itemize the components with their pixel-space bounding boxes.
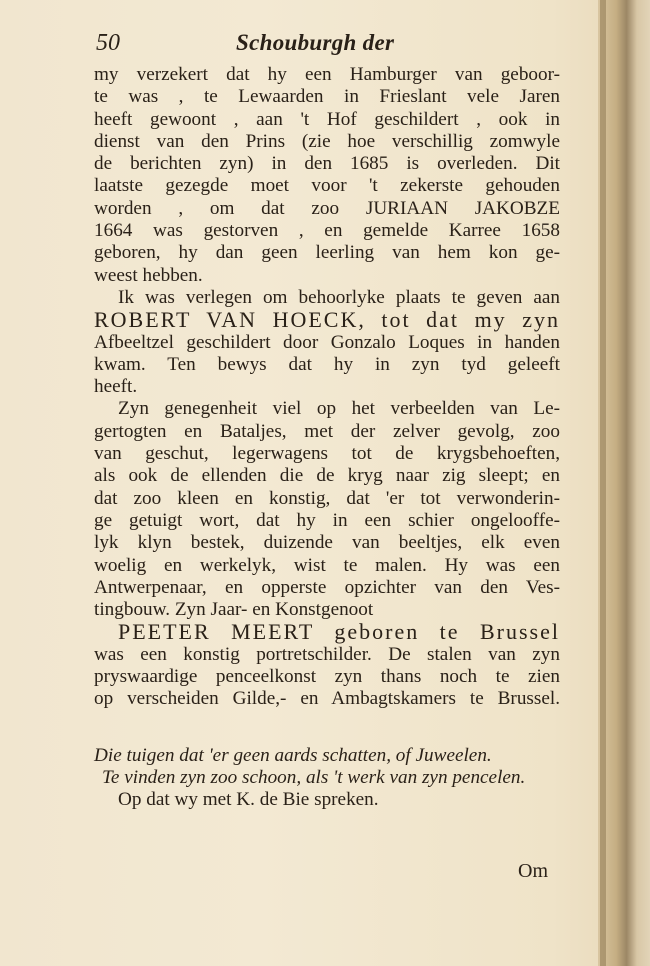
text-line: geboren, hy dan geen leerling van hem kon ge- xyxy=(94,242,560,264)
page-header xyxy=(96,30,556,58)
text-line: lyk klyn bestek, duizende van beeltjes, elk even xyxy=(94,532,560,554)
text-line: my verzekert dat hy een Hamburger van geboor- xyxy=(94,64,560,85)
poem-line: Die tuigen dat 'er geen aards schatten, of Juweelen. xyxy=(94,744,492,766)
text-line: tingbouw. Zyn Jaar- en Konstgenoot xyxy=(94,599,374,621)
page-number: 50 xyxy=(96,30,120,56)
text-line: Ik was verlegen om behoorlyke plaats te geven aan xyxy=(118,286,560,308)
text-line: worden , om dat zoo JURIAAN JAKOBZE xyxy=(94,197,560,219)
text-line: Afbeeltzel geschildert door Gonzalo Loques in handen xyxy=(94,331,560,353)
text-line: als ook de ellenden die de kryg naar zig sleept; en xyxy=(94,465,560,487)
body-text xyxy=(94,64,560,812)
text-line: gertogten en Bataljes, met der zelver gevolg, zoo xyxy=(94,420,560,442)
catchword: Om xyxy=(518,860,548,882)
text-line: te was , te Lewaarden in Frieslant vele Jaren xyxy=(94,86,560,108)
text-line: heeft. xyxy=(94,376,138,398)
closing-line: Op dat wy met K. de Bie spreken. xyxy=(118,789,379,811)
text-line: heeft gewoont , aan 't Hof geschildert , ook in xyxy=(94,108,560,130)
text-line: van geschut, legerwagens tot de krygsbehoeften, xyxy=(94,443,560,465)
text-line: dienst van den Prins (zie hoe verschillig zomwyle xyxy=(94,130,560,152)
text-line: woelig en werkelyk, wist te malen. Hy was een xyxy=(94,554,560,576)
text-line: pryswaardige penceelkonst zyn thans noch te zien xyxy=(94,666,560,688)
text-line: op verscheiden Gilde,- en Ambagtskamers te Brussel. xyxy=(94,688,560,710)
text-line: 1664 was gestorven , en gemelde Karree 1658 xyxy=(94,220,560,242)
text-line: ROBERT VAN HOECK, tot dat my zyn xyxy=(94,307,560,333)
text-line: kwam. Ten bewys dat hy in zyn tyd geleeft xyxy=(94,353,560,375)
text-line: weest hebben. xyxy=(94,264,203,286)
text-line: ge getuigt wort, dat hy in een schier ongelooffe- xyxy=(94,509,560,531)
poem-line: Te vinden zyn zoo schoon, als 't werk van zyn pencelen. xyxy=(102,766,526,788)
text-line: laatste gezegde moet voor 't zekerste gehouden xyxy=(94,175,560,197)
text-line: Zyn genegenheit viel op het verbeelden van Le- xyxy=(118,398,560,420)
section-gap xyxy=(94,711,560,745)
text-line: dat zoo kleen en konstig, dat 'er tot verwonderin- xyxy=(94,487,560,509)
running-title: Schouburgh der xyxy=(236,30,395,55)
text-line: was een konstig portretschilder. De stalen van zyn xyxy=(94,643,560,665)
binding-edge xyxy=(600,0,606,966)
text-line: PEETER MEERT geboren te Brussel xyxy=(118,619,560,645)
text-line: de berichten zyn) in den 1685 is overleden. Dit xyxy=(94,153,560,175)
text-line: Antwerpenaar, en opperste opzichter van den Ves- xyxy=(94,576,560,598)
